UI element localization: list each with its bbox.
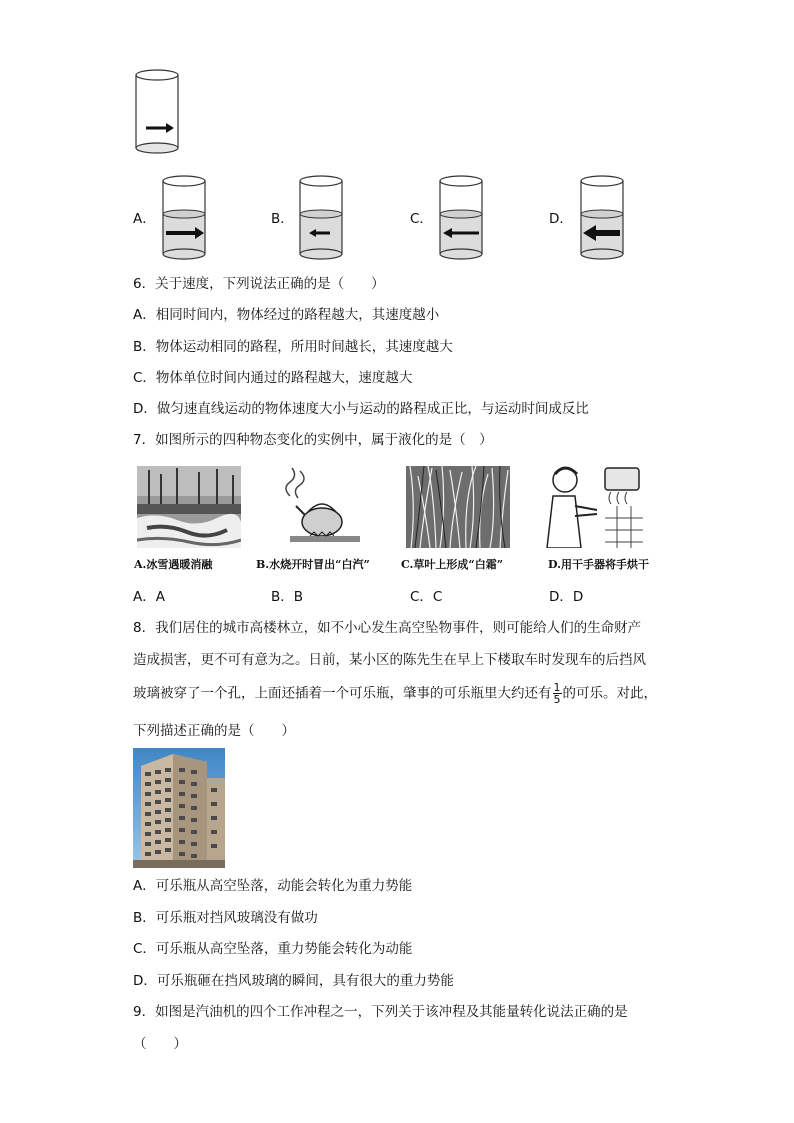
beaker-option-a [160,174,210,262]
q7-option-d: D．D [549,589,584,605]
q7-caption-b: B.水烧开时冒出“白汽” [256,558,370,571]
q8-option-c: C．可乐瓶从高空坠落，重力势能会转化为动能 [133,941,413,957]
q7-option-b: B．B [271,589,304,605]
q8-line-2: 造成损害，更不可有意为之。日前，某小区的陈先生在早上下楼取车时发现车的后挡风 [133,652,646,668]
q5-option-a-label: A． [133,211,156,227]
q5-option-d-label: D． [549,211,573,227]
q8-line-3 [133,682,657,705]
q7-option-a: A．A [133,589,165,605]
q8-line-3-before: 玻璃被穿了一个孔，上面还插着一个可乐瓶，肇事的可乐瓶里大约还有 [133,685,552,702]
high-rise-building-photo [133,748,225,868]
beaker-option-b [297,174,347,262]
fraction-one-fifth [553,682,562,705]
q7-option-c: C．C [410,589,443,605]
q8-line-1: 8．我们居住的城市高楼林立，如不小心发生高空坠物事件，则可能给人们的生命财产 [133,620,642,636]
q6-option-c: C．物体单位时间内通过的路程越大，速度越大 [133,370,413,386]
q7-stem: 7．如图所示的四种物态变化的实例中，属于液化的是（ ） [133,432,493,448]
q8-option-b: B．可乐瓶对挡风玻璃没有做功 [133,910,318,926]
q8-line-3-after: 的可乐。对此， [562,685,657,702]
q6-option-a: A．相同时间内，物体经过的路程越大，其速度越小 [133,307,440,323]
q9-line-2: （ ） [133,1036,187,1052]
kettle-steam-drawing [270,466,368,548]
q8-option-a: A．可乐瓶从高空坠落，动能会转化为重力势能 [133,878,413,894]
q6-option-d: D．做匀速直线运动的物体速度大小与运动的路程成正比，与运动时间成反比 [133,401,589,417]
q8-line-4: 下列描述正确的是（ ） [133,723,295,739]
grass-frost-photo [406,466,510,548]
beaker-option-d [578,174,628,262]
beaker-option-c [437,174,487,262]
reference-beaker-figure [133,68,183,158]
fraction-denominator: 5 [553,693,561,706]
hand-dryer-drawing [545,462,643,548]
q6-stem: 6．关于速度，下列说法正确的是（ ） [133,276,385,292]
q7-caption-a: A.冰雪遇暖消融 [134,558,213,571]
snow-melting-photo [137,466,241,548]
fraction-numerator: 1 [553,681,561,694]
q7-caption-d: D.用干手器将手烘干 [548,558,649,571]
q7-caption-c: C.草叶上形成“白霜” [401,558,504,571]
q5-option-c-label: C． [410,211,433,227]
q8-option-d: D．可乐瓶砸在挡风玻璃的瞬间，具有很大的重力势能 [133,973,454,989]
q5-option-b-label: B． [271,211,294,227]
q9-line-1: 9．如图是汽油机的四个工作冲程之一，下列关于该冲程及其能量转化说法正确的是 [133,1004,628,1020]
q6-option-b: B．物体运动相同的路程，所用时间越长，其速度越大 [133,339,453,355]
